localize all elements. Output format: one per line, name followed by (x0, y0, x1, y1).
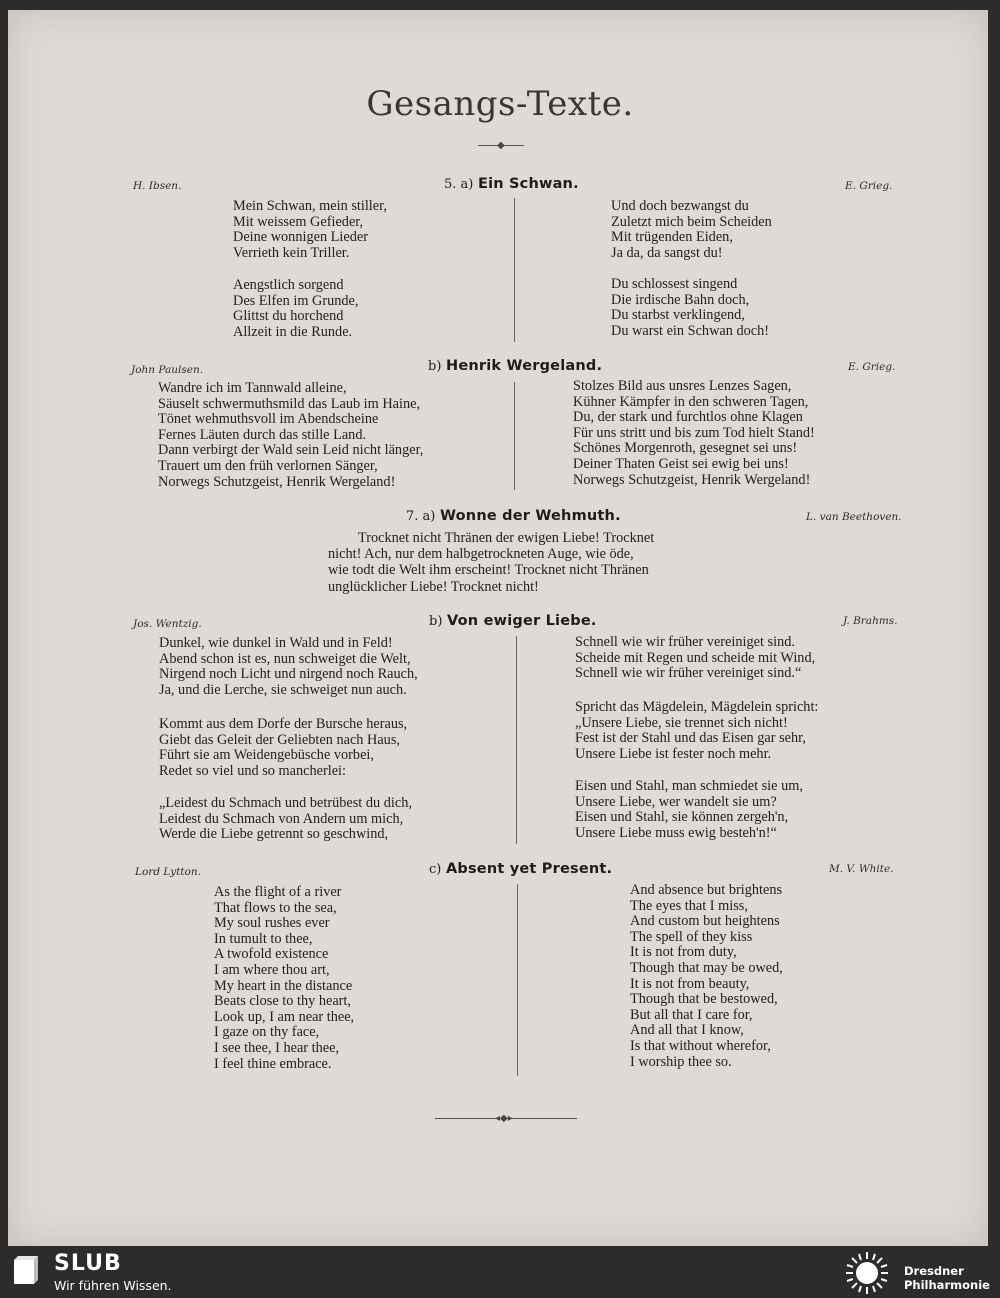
end-ornament: ◂◆▸ (435, 1113, 577, 1125)
verse-line: Look up, I am near thee, (214, 1008, 355, 1025)
verse-line: Spricht das Mägdelein, Mägdelein spricht: (575, 699, 819, 715)
verse-line: I gaze on thy face, (214, 1024, 320, 1041)
stanza (575, 635, 815, 682)
song-name: Henrik Wergeland. (446, 358, 603, 374)
verse-line: Leidest du Schmach von Andern um mich, (159, 810, 404, 827)
poet-name: Jos. Wentzig. (133, 618, 202, 630)
verse-line: Kühner Kämpfer in den schweren Tagen, (573, 393, 809, 410)
verse-line: Kommt aus dem Dorfe der Bursche heraus, (159, 716, 408, 732)
song-name: Absent yet Present. (445, 861, 613, 877)
poet-name: Lord Lytton. (135, 866, 201, 878)
verse-line: Giebt das Geleit der Geliebten nach Haus, (159, 731, 400, 748)
verse-line: A twofold existence (214, 946, 329, 963)
verse-line: Du starbst verklingend, (611, 307, 745, 324)
composer-name: M. V. White. (829, 863, 894, 875)
verse-line: The eyes that I miss, (630, 897, 748, 914)
song-number: b) (428, 359, 442, 374)
verse-line: Ja da, da sangst du! (611, 244, 723, 261)
composer-name: E. Grieg. (845, 180, 893, 192)
composer-name: J. Brahms. (843, 615, 898, 627)
verse-line: Abend schon ist es, nun schweiget die Welt, (159, 650, 411, 667)
song-name: Ein Schwan. (477, 176, 579, 192)
verse-line: Unsere Liebe, wer wandelt sie um? (575, 793, 777, 810)
verse-line: It is not from duty, (630, 944, 737, 961)
dresdner-philharmonie-logo-icon (842, 1250, 892, 1296)
verse-line: Tönet wehmuthsvoll im Abendscheine (158, 411, 379, 428)
stanza (611, 199, 772, 261)
library-name: SLUB (54, 1251, 122, 1276)
verse-line: Führt sie am Weidengebüsche vorbei, (159, 747, 374, 764)
verse-line: Fernes Läuten durch das stille Land. (158, 426, 367, 443)
verse-line: Deine wonnigen Lieder (233, 229, 368, 246)
verse-line: Schönes Morgenroth, gesegnet sei uns! (573, 440, 798, 457)
verse-line: Schnell wie wir früher vereiniget sind. (575, 634, 795, 650)
title-ornament: ◆ (478, 140, 524, 152)
partner-name-line2: Philharmonie (904, 1278, 990, 1292)
verse-line: I worship thee so. (630, 1053, 732, 1070)
song-title (428, 358, 602, 374)
verse-line: Dann verbirgt der Wald sein Leid nicht länger, (158, 442, 424, 459)
page-title: Gesangs-Texte. (366, 84, 634, 124)
column-divider (514, 198, 515, 342)
verse-line: Ja, und die Lerche, sie schweiget nun auch. (159, 681, 407, 698)
verse-line: Is that without wherefor, (630, 1037, 771, 1054)
stanza (158, 381, 423, 490)
column-divider (516, 636, 517, 844)
song-title (444, 176, 579, 192)
verse-line: Fest ist der Stahl und das Eisen gar sehr, (575, 730, 806, 747)
stanza (575, 700, 818, 762)
verse-line: Though that may be owed, (630, 959, 783, 976)
verse-line: Norwegs Schutzgeist, Henrik Wergeland! (158, 473, 396, 490)
verse-line: Trauert um den früh verlornen Sänger, (158, 457, 378, 474)
verse-line: Und doch bezwangst du (611, 198, 749, 214)
verse-line: Stolzes Bild aus unsres Lenzes Sagen, (573, 378, 792, 394)
verse-line: But all that I care for, (630, 1006, 753, 1023)
verse-line: „Unsere Liebe, sie trennet sich nicht! (575, 714, 788, 731)
stanza (575, 779, 803, 841)
verse-line: Allzeit in die Runde. (233, 323, 353, 340)
stanza (611, 277, 769, 339)
verse-line: Mein Schwan, mein stiller, (233, 198, 387, 214)
stanza (159, 796, 412, 843)
verse-line: Scheide mit Regen und scheide mit Wind, (575, 649, 816, 666)
song-title (429, 613, 597, 629)
verse-line: Though that be bestowed, (630, 991, 778, 1008)
verse-line: Aengstlich sorgend (233, 277, 344, 293)
verse-line: Mit trügenden Eiden, (611, 229, 733, 246)
verse-line: And all that I know, (630, 1022, 744, 1039)
library-tagline: Wir führen Wissen. (54, 1278, 172, 1293)
verse-line: That flows to the sea, (214, 899, 337, 916)
verse-line: Du schlossest singend (611, 276, 738, 292)
verse-line: Nirgend noch Licht und nirgend noch Rauch, (159, 666, 418, 683)
composer-name: E. Grieg. (848, 361, 896, 373)
slub-logo-icon (14, 1256, 38, 1286)
verse-line: Für uns stritt und bis zum Tod hielt Stand! (573, 424, 815, 441)
verse-line: It is not from beauty, (630, 975, 750, 992)
song-name: Wonne der Wehmuth. (439, 508, 621, 524)
poet-name: H. Ibsen. (133, 180, 182, 192)
stanza (159, 717, 407, 779)
composer-name: L. van Beethoven. (806, 511, 902, 523)
prose-text (328, 530, 654, 595)
verse-line: Werde die Liebe getrennt so geschwind, (159, 826, 389, 843)
prose-line: wie todt die Welt ihm erscheint! Trocknet nicht Thränen (328, 562, 649, 579)
verse-line: My soul rushes ever (214, 915, 330, 932)
verse-line: Unsere Liebe ist fester noch mehr. (575, 745, 772, 762)
verse-line: I feel thine embrace. (214, 1055, 332, 1072)
verse-line: Verrieth kein Triller. (233, 244, 350, 261)
verse-line: Die irdische Bahn doch, (611, 291, 750, 308)
verse-line: In tumult to thee, (214, 930, 313, 947)
verse-line: Säuselt schwermuthsmild das Laub im Haine, (158, 395, 421, 412)
stanza (214, 885, 354, 1072)
verse-line: „Leidest du Schmach und betrübest du dich, (159, 795, 412, 811)
verse-line: Schnell wie wir früher vereiniget sind.“ (575, 665, 802, 682)
verse-line: As the flight of a river (214, 884, 342, 900)
verse-line: Eisen und Stahl, sie können zergeh'n, (575, 809, 789, 826)
verse-line: Unsere Liebe muss ewig besteh'n!“ (575, 824, 777, 841)
verse-line: Mit weissem Gefieder, (233, 213, 364, 230)
song-name: Von ewiger Liebe. (447, 613, 597, 629)
verse-line: Du, der stark und furchtlos ohne Klagen (573, 409, 803, 426)
verse-line: My heart in the distance (214, 977, 353, 994)
verse-line: Wandre ich im Tannwald alleine, (158, 380, 347, 396)
partner-name-line1: Dresdner (904, 1264, 964, 1278)
column-divider (517, 884, 518, 1076)
verse-line: And custom but heightens (630, 913, 780, 930)
stanza (630, 883, 783, 1070)
stanza (233, 199, 387, 261)
verse-line: Eisen und Stahl, man schmiedet sie um, (575, 778, 803, 794)
song-number: c) (429, 862, 442, 877)
verse-line: Glittst du horchend (233, 308, 344, 325)
verse-line: Zuletzt mich beim Scheiden (611, 213, 772, 230)
prose-line: nicht! Ach, nur dem halbgetrockneten Auge, wie öde, (328, 546, 634, 563)
song-title (406, 508, 621, 524)
verse-line: And absence but brightens (630, 882, 783, 898)
verse-line: Des Elfen im Grunde, (233, 292, 359, 309)
verse-line: Beats close to thy heart, (214, 993, 351, 1010)
stanza (573, 379, 815, 488)
verse-line: I am where thou art, (214, 961, 330, 978)
song-number: 7. a) (406, 509, 436, 524)
prose-line: Trocknet nicht Thränen der ewigen Liebe! Trocknet (358, 530, 655, 546)
verse-line: Du warst ein Schwan doch! (611, 322, 770, 339)
verse-line: Norwegs Schutzgeist, Henrik Wergeland! (573, 471, 811, 488)
verse-line: Deiner Thaten Geist sei ewig bei uns! (573, 455, 789, 472)
verse-line: Dunkel, wie dunkel in Wald und in Feld! (159, 635, 393, 651)
column-divider (514, 382, 515, 490)
song-title (429, 861, 612, 877)
verse-line: The spell of they kiss (630, 928, 753, 945)
stanza (233, 278, 358, 340)
prose-line: unglücklicher Liebe! Trocknet nicht! (328, 578, 539, 595)
verse-line: Redet so viel und so mancherlei: (159, 762, 347, 779)
poet-name: John Paulsen. (131, 364, 204, 376)
song-number: b) (429, 614, 443, 629)
stanza (159, 636, 418, 698)
song-number: 5. a) (444, 177, 474, 192)
verse-line: I see thee, I hear thee, (214, 1039, 340, 1056)
